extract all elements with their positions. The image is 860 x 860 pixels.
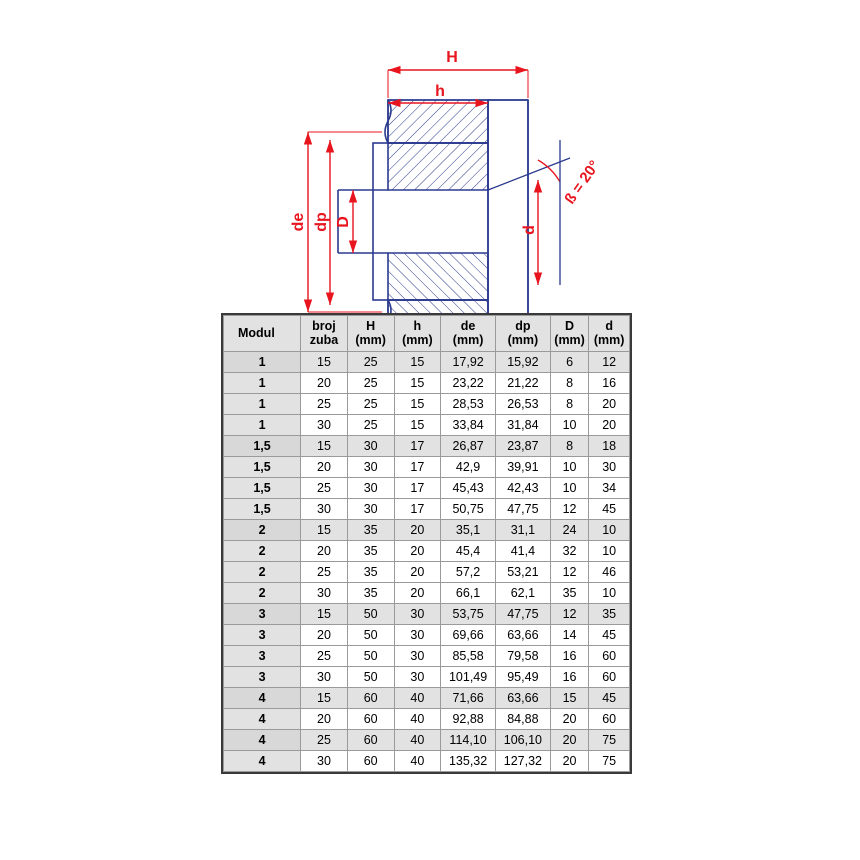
label-D: D (335, 216, 352, 228)
cell-zuba: 25 (301, 729, 348, 750)
cell-de: 57,2 (441, 561, 496, 582)
cell-dp: 63,66 (495, 687, 550, 708)
cell-D: 6 (550, 351, 589, 372)
table-row (224, 729, 630, 750)
cell-h: 17 (394, 435, 441, 456)
header-D (550, 316, 589, 352)
drawing-svg (270, 40, 630, 315)
cell-H: 50 (347, 603, 394, 624)
header-H-line1: H (366, 319, 376, 333)
cell-D: 20 (550, 729, 589, 750)
cell-dp: 62,1 (495, 582, 550, 603)
cell-zuba: 15 (301, 435, 348, 456)
cell-H: 30 (347, 498, 394, 519)
cell-dp: 47,75 (495, 498, 550, 519)
header-de-line1: de (460, 319, 476, 333)
pressure-angle-leader (488, 140, 570, 285)
cell-d: 75 (589, 729, 630, 750)
cell-D: 20 (550, 750, 589, 771)
label-de: de (290, 212, 307, 232)
header-D-line1: D (565, 319, 575, 333)
label-dp: dp (313, 212, 330, 232)
cell-h: 20 (394, 519, 441, 540)
cell-D: 10 (550, 477, 589, 498)
cell-d: 60 (589, 666, 630, 687)
header-H-line2: (mm) (355, 333, 386, 348)
cell-H: 25 (347, 393, 394, 414)
header-h-line2: (mm) (402, 333, 433, 348)
cell-de: 101,49 (441, 666, 496, 687)
cell-h: 30 (394, 666, 441, 687)
table-row (224, 456, 630, 477)
cell-H: 30 (347, 477, 394, 498)
cell-modul: 1 (224, 372, 301, 393)
cell-de: 135,32 (441, 750, 496, 771)
cell-de: 66,1 (441, 582, 496, 603)
header-zuba-line1: broj (312, 319, 336, 333)
cell-zuba: 25 (301, 645, 348, 666)
cell-zuba: 30 (301, 750, 348, 771)
cell-H: 25 (347, 351, 394, 372)
cell-D: 14 (550, 624, 589, 645)
cell-h: 15 (394, 393, 441, 414)
header-zuba-line2: zuba (309, 333, 339, 348)
cell-H: 25 (347, 372, 394, 393)
cell-de: 69,66 (441, 624, 496, 645)
cell-d: 60 (589, 645, 630, 666)
cell-D: 15 (550, 687, 589, 708)
cell-modul: 1,5 (224, 456, 301, 477)
cell-H: 25 (347, 414, 394, 435)
cell-zuba: 15 (301, 351, 348, 372)
table-row (224, 477, 630, 498)
cell-h: 20 (394, 582, 441, 603)
cell-zuba: 20 (301, 456, 348, 477)
header-dp-line1: dp (515, 319, 531, 333)
table-row (224, 645, 630, 666)
cell-h: 20 (394, 561, 441, 582)
table-row (224, 750, 630, 771)
cell-H: 60 (347, 708, 394, 729)
cell-h: 40 (394, 729, 441, 750)
header-modul-label: Modul (238, 326, 275, 341)
cell-D: 8 (550, 435, 589, 456)
cell-de: 71,66 (441, 687, 496, 708)
header-dp-line2: (mm) (507, 333, 539, 348)
table-header (224, 316, 630, 352)
cell-modul: 3 (224, 645, 301, 666)
cell-de: 35,1 (441, 519, 496, 540)
table-row (224, 372, 630, 393)
cell-de: 42,9 (441, 456, 496, 477)
table-row (224, 393, 630, 414)
cell-d: 34 (589, 477, 630, 498)
cell-de: 33,84 (441, 414, 496, 435)
table-row (224, 540, 630, 561)
cell-zuba: 20 (301, 708, 348, 729)
cell-d: 20 (589, 414, 630, 435)
cell-H: 60 (347, 750, 394, 771)
cell-h: 30 (394, 624, 441, 645)
cell-d: 20 (589, 393, 630, 414)
cell-zuba: 30 (301, 498, 348, 519)
cell-H: 60 (347, 729, 394, 750)
cell-modul: 4 (224, 750, 301, 771)
cell-d: 45 (589, 624, 630, 645)
cell-h: 20 (394, 540, 441, 561)
table-row (224, 582, 630, 603)
cell-D: 10 (550, 414, 589, 435)
cell-D: 16 (550, 645, 589, 666)
cell-de: 45,43 (441, 477, 496, 498)
cell-D: 8 (550, 393, 589, 414)
table-row (224, 624, 630, 645)
cell-H: 35 (347, 540, 394, 561)
cell-de: 114,10 (441, 729, 496, 750)
dimensions-table (223, 315, 630, 772)
cell-h: 40 (394, 750, 441, 771)
cell-h: 17 (394, 477, 441, 498)
cell-h: 15 (394, 414, 441, 435)
cell-dp: 26,53 (495, 393, 550, 414)
cell-de: 26,87 (441, 435, 496, 456)
table-row (224, 666, 630, 687)
cell-d: 10 (589, 519, 630, 540)
label-pressure-angle: ß = 20° (561, 157, 604, 208)
table-body (224, 351, 630, 771)
header-h (394, 316, 441, 352)
cell-modul: 1,5 (224, 435, 301, 456)
cell-de: 50,75 (441, 498, 496, 519)
cell-modul: 4 (224, 708, 301, 729)
cell-H: 35 (347, 519, 394, 540)
cell-de: 45,4 (441, 540, 496, 561)
cell-dp: 127,32 (495, 750, 550, 771)
cell-de: 17,92 (441, 351, 496, 372)
gear-technical-drawing (270, 40, 630, 310)
table-row (224, 561, 630, 582)
cell-h: 40 (394, 708, 441, 729)
cell-h: 40 (394, 687, 441, 708)
cell-d: 46 (589, 561, 630, 582)
cell-modul: 1 (224, 414, 301, 435)
cell-H: 50 (347, 666, 394, 687)
cell-modul: 1 (224, 351, 301, 372)
cell-h: 15 (394, 351, 441, 372)
cell-D: 8 (550, 372, 589, 393)
cell-zuba: 25 (301, 477, 348, 498)
cell-H: 50 (347, 645, 394, 666)
cell-dp: 15,92 (495, 351, 550, 372)
gear-dimensions-table (221, 313, 632, 774)
cell-d: 60 (589, 708, 630, 729)
cell-h: 17 (394, 456, 441, 477)
cell-dp: 84,88 (495, 708, 550, 729)
cell-modul: 2 (224, 519, 301, 540)
table-row (224, 708, 630, 729)
cell-modul: 2 (224, 582, 301, 603)
cell-D: 20 (550, 708, 589, 729)
cell-d: 35 (589, 603, 630, 624)
cell-h: 30 (394, 645, 441, 666)
cell-dp: 41,4 (495, 540, 550, 561)
cell-zuba: 15 (301, 519, 348, 540)
cell-H: 30 (347, 435, 394, 456)
cell-dp: 95,49 (495, 666, 550, 687)
cell-D: 24 (550, 519, 589, 540)
cell-d: 30 (589, 456, 630, 477)
cell-h: 15 (394, 372, 441, 393)
header-de-line2: (mm) (452, 333, 484, 348)
table-row (224, 519, 630, 540)
cell-dp: 31,1 (495, 519, 550, 540)
cell-h: 30 (394, 603, 441, 624)
cell-de: 85,58 (441, 645, 496, 666)
section-hatching (388, 100, 488, 315)
table-row (224, 351, 630, 372)
cell-H: 60 (347, 687, 394, 708)
cell-modul: 1 (224, 393, 301, 414)
cell-modul: 2 (224, 540, 301, 561)
cell-dp: 79,58 (495, 645, 550, 666)
cell-dp: 21,22 (495, 372, 550, 393)
cell-h: 17 (394, 498, 441, 519)
cell-zuba: 20 (301, 624, 348, 645)
table-row (224, 435, 630, 456)
table-row (224, 414, 630, 435)
table-row (224, 687, 630, 708)
header-d (589, 316, 630, 352)
cell-d: 16 (589, 372, 630, 393)
header-d-line2: (mm) (593, 333, 625, 348)
cell-dp: 63,66 (495, 624, 550, 645)
cell-d: 12 (589, 351, 630, 372)
cell-D: 32 (550, 540, 589, 561)
cell-zuba: 25 (301, 393, 348, 414)
cell-modul: 3 (224, 603, 301, 624)
cell-dp: 39,91 (495, 456, 550, 477)
cell-de: 28,53 (441, 393, 496, 414)
cell-zuba: 20 (301, 372, 348, 393)
cell-dp: 53,21 (495, 561, 550, 582)
cell-modul: 1,5 (224, 477, 301, 498)
cell-zuba: 30 (301, 414, 348, 435)
header-de (441, 316, 496, 352)
cell-zuba: 30 (301, 666, 348, 687)
header-D-line2: (mm) (554, 333, 585, 348)
cell-de: 92,88 (441, 708, 496, 729)
cell-zuba: 20 (301, 540, 348, 561)
cell-d: 10 (589, 582, 630, 603)
cell-dp: 23,87 (495, 435, 550, 456)
cell-de: 53,75 (441, 603, 496, 624)
cell-de: 23,22 (441, 372, 496, 393)
label-H: H (446, 49, 458, 66)
cell-zuba: 25 (301, 561, 348, 582)
header-H (347, 316, 394, 352)
cell-D: 12 (550, 498, 589, 519)
header-zuba (301, 316, 348, 352)
cell-dp: 42,43 (495, 477, 550, 498)
table-header-row (224, 316, 630, 352)
cell-d: 45 (589, 687, 630, 708)
header-dp (495, 316, 550, 352)
cell-dp: 106,10 (495, 729, 550, 750)
cell-modul: 4 (224, 729, 301, 750)
header-d-line1: d (605, 319, 613, 333)
cell-modul: 2 (224, 561, 301, 582)
cell-H: 35 (347, 582, 394, 603)
cell-H: 30 (347, 456, 394, 477)
cell-modul: 3 (224, 624, 301, 645)
cell-D: 10 (550, 456, 589, 477)
cell-d: 10 (589, 540, 630, 561)
cell-H: 50 (347, 624, 394, 645)
cell-zuba: 15 (301, 687, 348, 708)
label-h: h (435, 83, 445, 100)
cell-D: 35 (550, 582, 589, 603)
cell-d: 75 (589, 750, 630, 771)
cell-D: 16 (550, 666, 589, 687)
cell-D: 12 (550, 561, 589, 582)
table-row (224, 498, 630, 519)
cell-modul: 3 (224, 666, 301, 687)
cell-H: 35 (347, 561, 394, 582)
header-h-line1: h (413, 319, 422, 333)
cell-d: 45 (589, 498, 630, 519)
table-row (224, 603, 630, 624)
cell-modul: 1,5 (224, 498, 301, 519)
cell-dp: 31,84 (495, 414, 550, 435)
cell-dp: 47,75 (495, 603, 550, 624)
cell-d: 18 (589, 435, 630, 456)
cell-zuba: 30 (301, 582, 348, 603)
cell-modul: 4 (224, 687, 301, 708)
label-d: d (521, 225, 538, 235)
header-modul (224, 316, 301, 352)
cell-zuba: 15 (301, 603, 348, 624)
cell-D: 12 (550, 603, 589, 624)
